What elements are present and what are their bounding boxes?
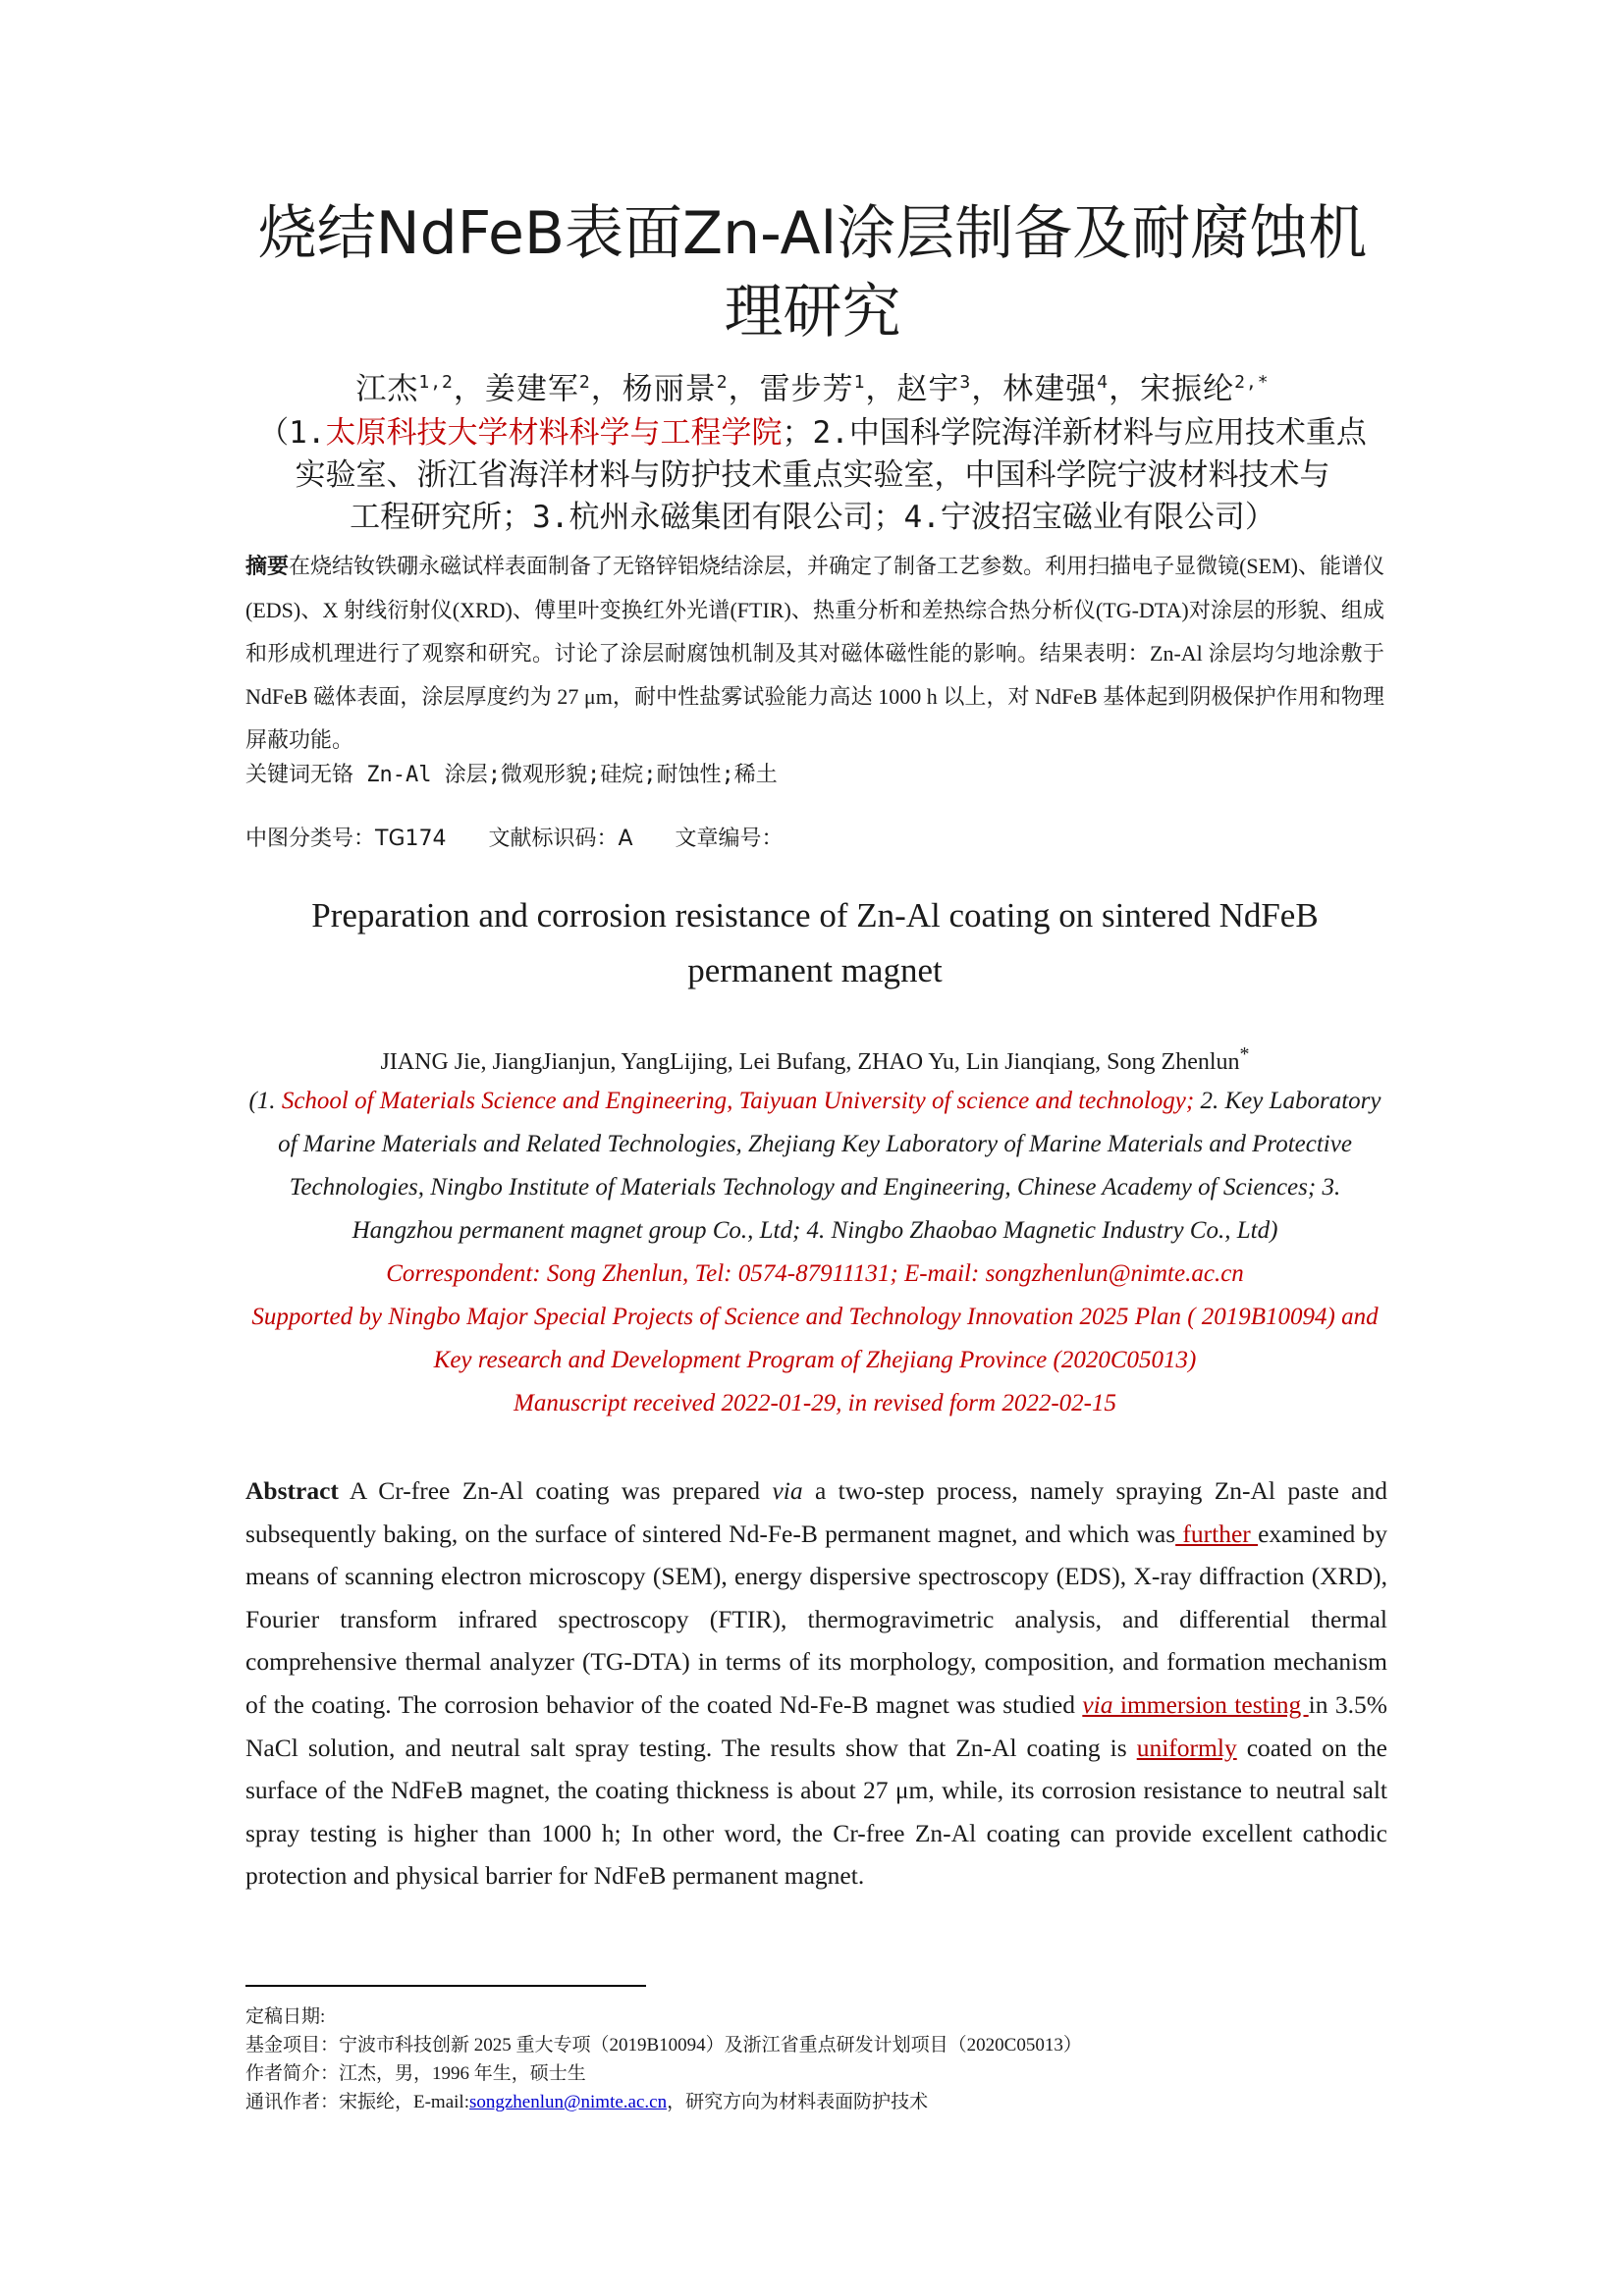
author-separator: ， xyxy=(453,371,485,407)
author-affil-mark: 1,2 xyxy=(418,372,454,393)
footnote-fund: 基金项目：宁波市科技创新 2025 重大专项（2019B10094）及浙江省重点研发计划项目（2020C05013） xyxy=(245,2035,1082,2056)
author-name: 江杰 xyxy=(355,371,419,407)
abstract-further-marked: further xyxy=(1175,1519,1259,1548)
footnote-correspondence xyxy=(245,2088,1384,2116)
article-number: 文章编号： xyxy=(675,827,784,851)
english-title-line-2: permanent magnet xyxy=(687,951,943,989)
en-affil-taiyuan: School of Materials Science and Engineering, Taiyuan University of science and technology; xyxy=(281,1088,1195,1114)
author-name: 雷步芳 xyxy=(759,371,854,407)
footnote-author-intro: 作者简介：江杰，男，1996 年生，硕士生 xyxy=(245,2063,586,2084)
corresponding-mark: * xyxy=(1239,1043,1250,1065)
footnote-fixed-date: 定稿日期: xyxy=(245,2006,326,2027)
footnote-corr-suffix: ，研究方向为材料表面防护技术 xyxy=(667,2092,929,2112)
author-affil-mark: 2,* xyxy=(1234,372,1270,393)
chinese-title-line-2: 理研究 xyxy=(724,278,901,347)
abstract-via-marked: via xyxy=(1082,1689,1113,1719)
author-affil-mark: 2 xyxy=(716,372,729,393)
chinese-abstract xyxy=(245,545,1384,762)
english-title-line-1: Preparation and corrosion resistance of Zn-Al coating on sintered NdFeB xyxy=(311,896,1319,934)
keywords-label: 关键词 xyxy=(245,763,311,787)
received-line: Manuscript received 2022-01-29, in revised form 2022-02-15 xyxy=(514,1390,1116,1416)
abstract-label-en: Abstract xyxy=(245,1476,339,1505)
abstract-text-cn: 在烧结钕铁硼永磁试样表面制备了无铬锌铝烧结涂层，并确定了制备工艺参数。利用扫描电子显微镜(SEM)、能谱仪(EDS)、X 射线衍射仪(XRD)、傅里叶变换红外光谱(FTIR)、热重分析和差热综合热分析仪(TG-DTA)对涂层的形貌、组成和形成机理进行了观察和研究。讨论了涂层耐腐蚀机制及其对磁体磁性能的影响。结果表明：Zn-Al 涂层均匀地涂敷于 NdFeB 磁体表面，涂层厚度约为 27 μm，耐中性盐雾试验能力高达 1000 h 以上，对 NdFeB 基体起到阴极保护作用和物理屏蔽功能。 xyxy=(245,554,1384,752)
author-affil-mark: 4 xyxy=(1097,372,1110,393)
author-separator: ， xyxy=(590,371,623,407)
chinese-affiliations xyxy=(245,412,1380,539)
clc-number: 中图分类号：TG174 xyxy=(245,827,447,851)
supported-line: Supported by Ningbo Major Special Projects of Science and Technology Innovation 2025 Plan ( 2019B10094) and Key research and Development Program of Zhejiang Province (2020C05013) xyxy=(251,1304,1379,1373)
english-affiliations xyxy=(245,1080,1384,1425)
author-affil-mark: 3 xyxy=(959,372,972,393)
en-affil-rest: 2. Key Laboratory of Marine Materials and Related Technologies, Zhejiang Key Laboratory of Marine Materials and Protective Technologies, Ningbo Institute of Materials Technology and Engineering, Chinese Academy of Sciences; 3. Hangzhou permanent magnet group Co., Ltd; 4. Ningbo Zhaobao Magnetic Industry Co., Ltd) xyxy=(278,1088,1381,1244)
affil-rest-1: ；2.中国科学院海洋新材料与应用技术重点实验室、浙江省海洋材料与防护技术重点实验室，中国科学院宁波材料技术与 xyxy=(295,415,1367,493)
chinese-authors xyxy=(245,363,1380,408)
chinese-title xyxy=(245,194,1380,351)
author-name: 赵宇 xyxy=(896,371,960,407)
email-link[interactable]: songzhenlun@nimte.ac.cn xyxy=(468,2092,668,2112)
abstract-text-part: a two-step process, namely spraying Zn-Al paste and subsequently baking, on the surface of sintered Nd-Fe-B permanent magnet, and which was xyxy=(245,1476,1387,1548)
author-name: 杨丽景 xyxy=(622,371,717,407)
affil-open: （1. xyxy=(258,415,326,451)
abstract-text-part: in 3.5% NaCl solution, and neutral salt spray testing. The results show that Zn-Al coating is xyxy=(245,1689,1387,1762)
abstract-text-part: examined by means of scanning electron microscopy (SEM), energy dispersive spectroscopy (EDS), X-ray diffraction (XRD), Fourier transform infrared spectroscopy (FTIR), thermogravimetric analysis, and differential thermal comprehensive thermal analyzer (TG-DTA) in terms of its morphology, composition, and formation mechanism of the coating. The corrosion behavior of the coated Nd-Fe-B magnet was studied xyxy=(245,1519,1388,1719)
chinese-keywords xyxy=(245,756,1384,795)
english-title xyxy=(245,888,1384,998)
abstract-text-part: A Cr-free Zn-Al coating was prepared xyxy=(338,1476,773,1505)
affil-taiyuan: 太原科技大学材料科学与工程学院 xyxy=(325,415,783,451)
keywords-text: 无铬 Zn-Al 涂层;微观形貌;硅烷;耐蚀性;稀土 xyxy=(310,763,778,787)
english-authors xyxy=(245,1036,1384,1081)
author-affil-mark: 2 xyxy=(578,372,591,393)
en-affil-open: (1. xyxy=(248,1088,282,1114)
author-name: 姜建军 xyxy=(484,371,579,407)
document-code: 文献标识码：A xyxy=(488,827,633,851)
footnote-divider xyxy=(245,1985,646,1987)
author-separator: ， xyxy=(728,371,760,407)
abstract-via: via xyxy=(772,1476,803,1505)
author-separator: ， xyxy=(1109,371,1141,407)
footnotes xyxy=(245,2002,1384,2116)
author-name: 林建强 xyxy=(1002,371,1098,407)
abstract-immersion-marked: immersion testing xyxy=(1112,1689,1309,1719)
correspondent-line: Correspondent: Song Zhenlun, Tel: 0574-87911131; E-mail: songzhenlun@nimte.ac.cn xyxy=(386,1260,1244,1287)
affil-rest-2: 工程研究所；3.杭州永磁集团有限公司；4.宁波招宝磁业有限公司） xyxy=(350,500,1275,535)
abstract-label-cn: 摘要 xyxy=(245,555,290,579)
english-author-list: JIANG Jie, JiangJianjun, YangLijing, Lei Bufang, ZHAO Yu, Lin Jianqiang, Song Zhenlun xyxy=(380,1049,1240,1075)
english-abstract xyxy=(245,1469,1387,1897)
author-separator: ， xyxy=(865,371,897,407)
classification-line xyxy=(245,820,1384,859)
author-name: 宋振纶 xyxy=(1140,371,1235,407)
author-affil-mark: 1 xyxy=(853,372,866,393)
abstract-uniformly-marked: uniformly xyxy=(1136,1733,1237,1762)
abstract-text-part: coated on the surface of the NdFeB magnet, the coating thickness is about 27 μm, while, its corrosion resistance to neutral salt spray testing is higher than 1000 h; In other word, the Cr-free Zn-Al coating can provide excellent cathodic protection and physical barrier for NdFeB permanent magnet. xyxy=(245,1733,1387,1891)
footnote-corr-prefix: 通讯作者：宋振纶，E-mail: xyxy=(245,2092,469,2112)
chinese-title-line-1: 烧结NdFeB表面Zn-Al涂层制备及耐腐蚀机 xyxy=(257,199,1368,268)
author-separator: ， xyxy=(971,371,1003,407)
